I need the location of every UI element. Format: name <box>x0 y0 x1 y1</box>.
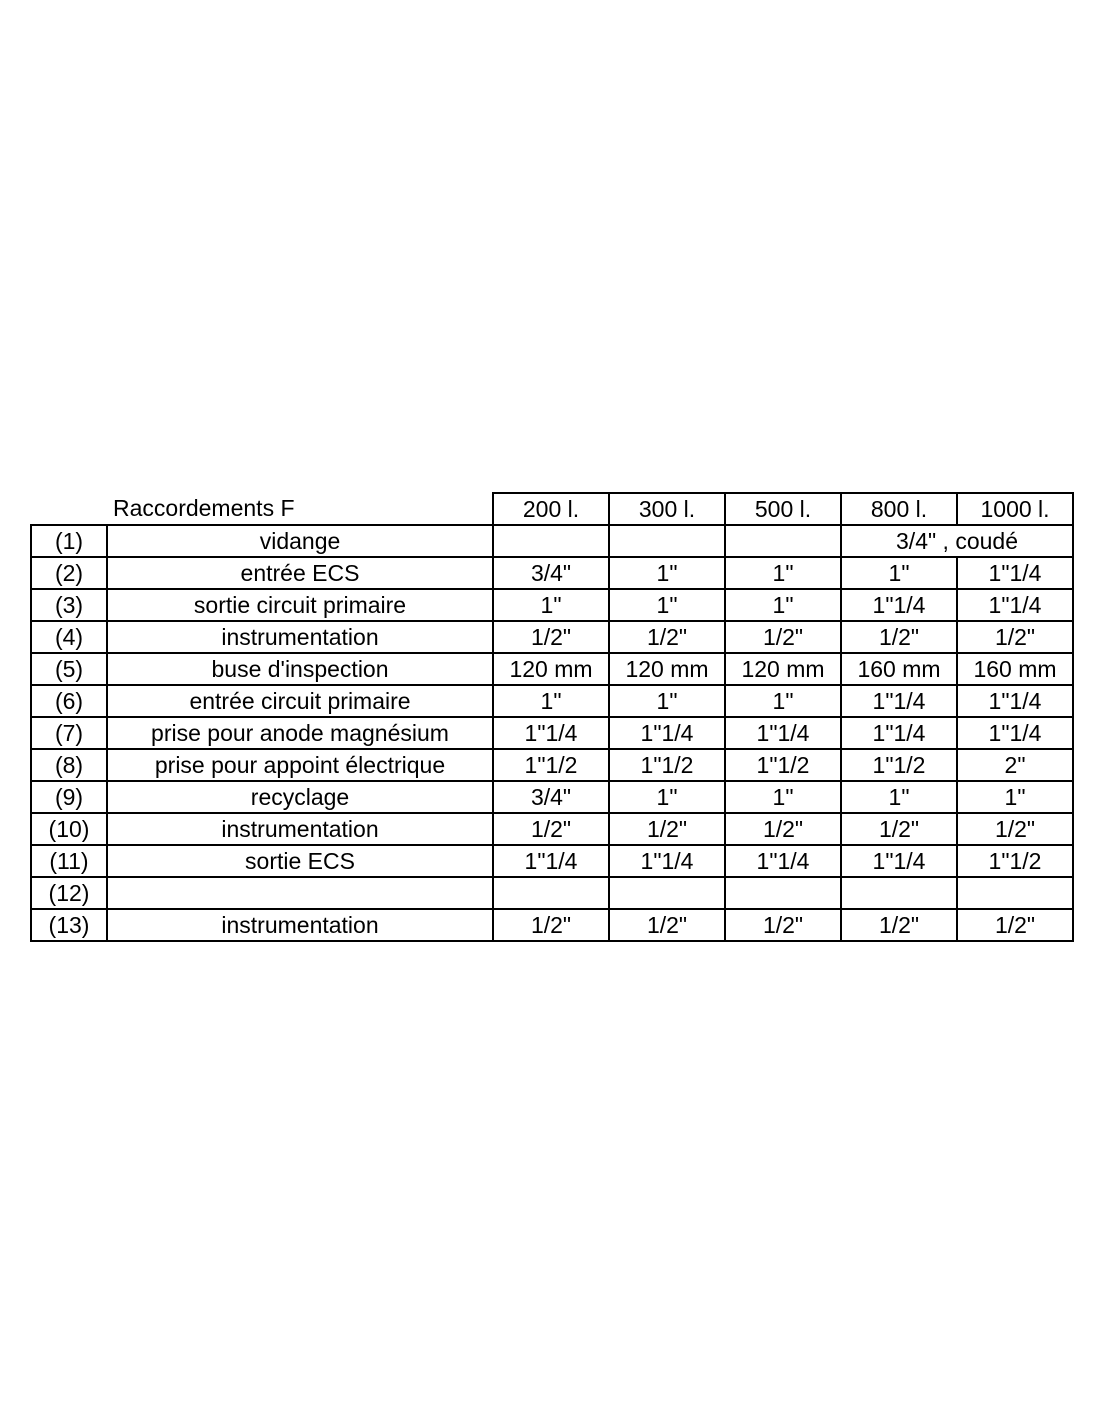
size-cell: 1/2" <box>841 909 957 941</box>
size-cell: 1/2" <box>725 813 841 845</box>
connection-label <box>107 877 493 909</box>
size-cell: 160 mm <box>957 653 1073 685</box>
size-cell <box>725 525 841 557</box>
size-cell: 1"1/2 <box>957 845 1073 877</box>
row-number: (9) <box>31 781 107 813</box>
size-cell: 1"1/4 <box>725 845 841 877</box>
row-number: (7) <box>31 717 107 749</box>
size-cell: 1/2" <box>725 909 841 941</box>
table-row <box>31 525 1073 557</box>
size-cell <box>725 877 841 909</box>
capacity-header: 800 l. <box>841 493 957 525</box>
connection-label: instrumentation <box>107 813 493 845</box>
size-cell: 1/2" <box>609 621 725 653</box>
row-number: (4) <box>31 621 107 653</box>
capacity-header: 300 l. <box>609 493 725 525</box>
merged-size-cell: 3/4" , coudé <box>841 525 1073 557</box>
size-cell: 120 mm <box>725 653 841 685</box>
row-number: (1) <box>31 525 107 557</box>
size-cell: 1"1/4 <box>841 685 957 717</box>
table-row <box>31 685 1073 717</box>
size-cell: 1/2" <box>493 621 609 653</box>
size-cell: 1"1/2 <box>609 749 725 781</box>
size-cell: 1"1/2 <box>725 749 841 781</box>
size-cell <box>493 877 609 909</box>
size-cell: 1/2" <box>725 621 841 653</box>
size-cell: 1/2" <box>609 813 725 845</box>
size-cell: 1"1/4 <box>609 717 725 749</box>
row-number: (3) <box>31 589 107 621</box>
size-cell: 1"1/4 <box>957 557 1073 589</box>
table-row <box>31 557 1073 589</box>
table-row <box>31 717 1073 749</box>
connection-label: prise pour appoint électrique <box>107 749 493 781</box>
size-cell: 1/2" <box>957 909 1073 941</box>
size-cell: 1/2" <box>957 813 1073 845</box>
size-cell: 1" <box>493 685 609 717</box>
table-title: Raccordements F <box>113 495 295 521</box>
size-cell: 1/2" <box>609 909 725 941</box>
size-cell: 1"1/4 <box>609 845 725 877</box>
size-cell: 1"1/4 <box>493 845 609 877</box>
table-row <box>31 653 1073 685</box>
size-cell: 1"1/2 <box>493 749 609 781</box>
size-cell: 1"1/4 <box>957 717 1073 749</box>
connections-table <box>30 492 1074 942</box>
header-row <box>31 493 1073 525</box>
size-cell: 1"1/4 <box>841 589 957 621</box>
size-cell: 1/2" <box>493 813 609 845</box>
size-cell <box>609 877 725 909</box>
size-cell: 1" <box>841 557 957 589</box>
size-cell: 1/2" <box>493 909 609 941</box>
size-cell: 1" <box>725 589 841 621</box>
size-cell: 3/4" <box>493 557 609 589</box>
size-cell: 1"1/2 <box>841 749 957 781</box>
row-number: (5) <box>31 653 107 685</box>
capacity-header: 1000 l. <box>957 493 1073 525</box>
row-number: (10) <box>31 813 107 845</box>
table-row <box>31 621 1073 653</box>
row-number: (12) <box>31 877 107 909</box>
table-row <box>31 877 1073 909</box>
connection-label: instrumentation <box>107 621 493 653</box>
size-cell: 1"1/4 <box>493 717 609 749</box>
connection-label: sortie ECS <box>107 845 493 877</box>
size-cell: 1/2" <box>841 813 957 845</box>
size-cell: 1/2" <box>957 621 1073 653</box>
size-cell <box>493 525 609 557</box>
connection-label: recyclage <box>107 781 493 813</box>
table-body <box>31 525 1073 941</box>
size-cell: 1" <box>609 781 725 813</box>
size-cell <box>841 877 957 909</box>
row-number: (6) <box>31 685 107 717</box>
table-row <box>31 781 1073 813</box>
size-cell: 160 mm <box>841 653 957 685</box>
size-cell: 1" <box>957 781 1073 813</box>
size-cell: 2" <box>957 749 1073 781</box>
size-cell: 1/2" <box>841 621 957 653</box>
connection-label: instrumentation <box>107 909 493 941</box>
connection-label: prise pour anode magnésium <box>107 717 493 749</box>
row-number: (8) <box>31 749 107 781</box>
size-cell: 3/4" <box>493 781 609 813</box>
capacity-header: 500 l. <box>725 493 841 525</box>
size-cell: 1" <box>609 589 725 621</box>
table-row <box>31 845 1073 877</box>
row-number: (11) <box>31 845 107 877</box>
capacity-header: 200 l. <box>493 493 609 525</box>
size-cell: 1" <box>725 781 841 813</box>
size-cell: 1" <box>493 589 609 621</box>
table-row <box>31 909 1073 941</box>
size-cell <box>609 525 725 557</box>
size-cell: 1" <box>609 685 725 717</box>
connection-label: entrée circuit primaire <box>107 685 493 717</box>
size-cell: 120 mm <box>609 653 725 685</box>
size-cell: 1" <box>841 781 957 813</box>
connection-label: sortie circuit primaire <box>107 589 493 621</box>
size-cell: 1"1/4 <box>841 845 957 877</box>
size-cell: 1" <box>609 557 725 589</box>
size-cell: 1"1/4 <box>841 717 957 749</box>
connection-label: entrée ECS <box>107 557 493 589</box>
connection-label: buse d'inspection <box>107 653 493 685</box>
size-cell: 1"1/4 <box>725 717 841 749</box>
size-cell: 1" <box>725 557 841 589</box>
table-row <box>31 813 1073 845</box>
size-cell <box>957 877 1073 909</box>
table-row <box>31 749 1073 781</box>
table-row <box>31 589 1073 621</box>
size-cell: 1" <box>725 685 841 717</box>
row-number: (2) <box>31 557 107 589</box>
size-cell: 120 mm <box>493 653 609 685</box>
connection-label: vidange <box>107 525 493 557</box>
row-number: (13) <box>31 909 107 941</box>
size-cell: 1"1/4 <box>957 685 1073 717</box>
size-cell: 1"1/4 <box>957 589 1073 621</box>
